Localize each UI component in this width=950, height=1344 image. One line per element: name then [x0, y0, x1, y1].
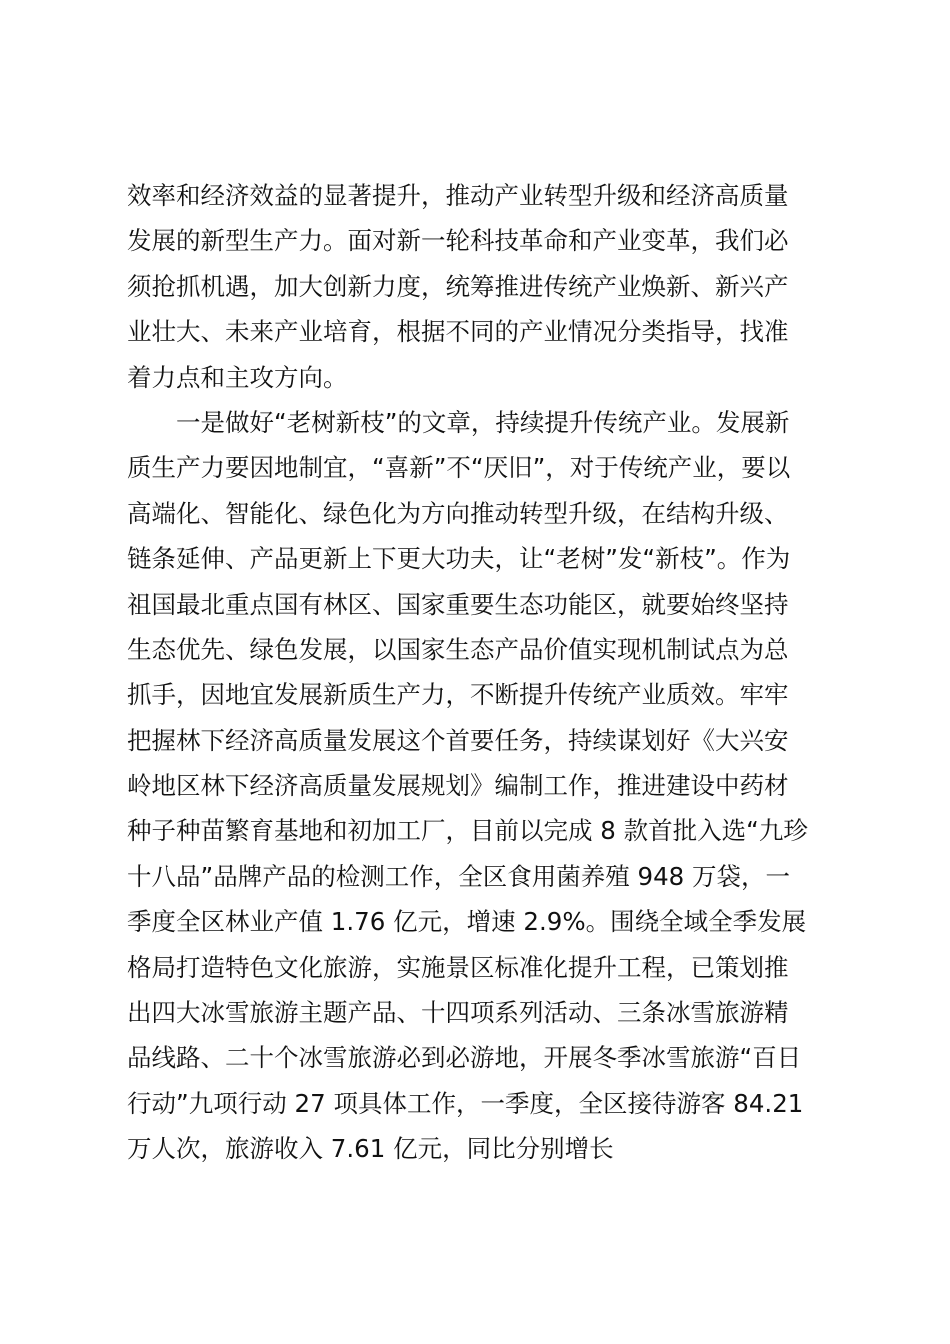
text-line: 质生产力要因地制宜，“喜新”不“厌旧”，对于传统产业，要以	[127, 453, 791, 483]
text-line: 着力点和主攻方向。	[127, 362, 348, 392]
text-line: 业壮大、未来产业培育，根据不同的产业情况分类指导，找准	[127, 317, 789, 347]
text-line: 格局打造特色文化旅游，实施景区标准化提升工程，已策划推	[127, 952, 789, 982]
text-line: 一是做好“老树新枝”的文章，持续提升传统产业。发展新	[127, 407, 790, 437]
text-line: 十八品”品牌产品的检测工作，全区食用菌养殖 948 万袋，一	[127, 861, 791, 891]
text-line: 把握林下经济高质量发展这个首要任务，持续谋划好《大兴安	[127, 725, 789, 755]
text-line: 须抢抓机遇，加大创新力度，统筹推进传统产业焕新、新兴产	[127, 271, 789, 301]
text-line: 行动”九项行动 27 项具体工作，一季度，全区接待游客 84.21	[127, 1088, 804, 1118]
text-line: 高端化、智能化、绿色化为方向推动转型升级，在结构升级、	[127, 498, 789, 528]
text-line: 效率和经济效益的显著提升，推动产业转型升级和经济高质量	[127, 181, 789, 210]
text-line: 生态优先、绿色发展，以国家生态产品价值实现机制试点为总	[127, 634, 789, 664]
text-line: 种子种苗繁育基地和初加工厂，目前以完成 8 款首批入选“九珍	[127, 816, 808, 846]
text-line: 出四大冰雪旅游主题产品、十四项系列活动、三条冰雪旅游精	[127, 998, 789, 1028]
text-line: 季度全区林业产值 1.76 亿元，增速 2.9%。围绕全域全季发展	[127, 907, 807, 937]
text-line: 万人次，旅游收入 7.61 亿元，同比分别增长	[127, 1134, 614, 1164]
body-text	[127, 173, 827, 1172]
text-line: 抓手，因地宜发展新质生产力，不断提升传统产业质效。牢牢	[127, 680, 789, 710]
text-line: 链条延伸、产品更新上下更大功夫，让“老树”发“新枝”。作为	[127, 544, 791, 574]
text-line: 发展的新型生产力。面对新一轮科技革命和产业变革，我们必	[127, 226, 789, 256]
text-line: 祖国最北重点国有林区、国家重要生态功能区，就要始终坚持	[127, 589, 789, 619]
text-line: 岭地区林下经济高质量发展规划》编制工作，推进建设中药材	[127, 771, 789, 801]
text-line: 品线路、二十个冰雪旅游必到必游地，开展冬季冰雪旅游“百日	[127, 1043, 802, 1073]
